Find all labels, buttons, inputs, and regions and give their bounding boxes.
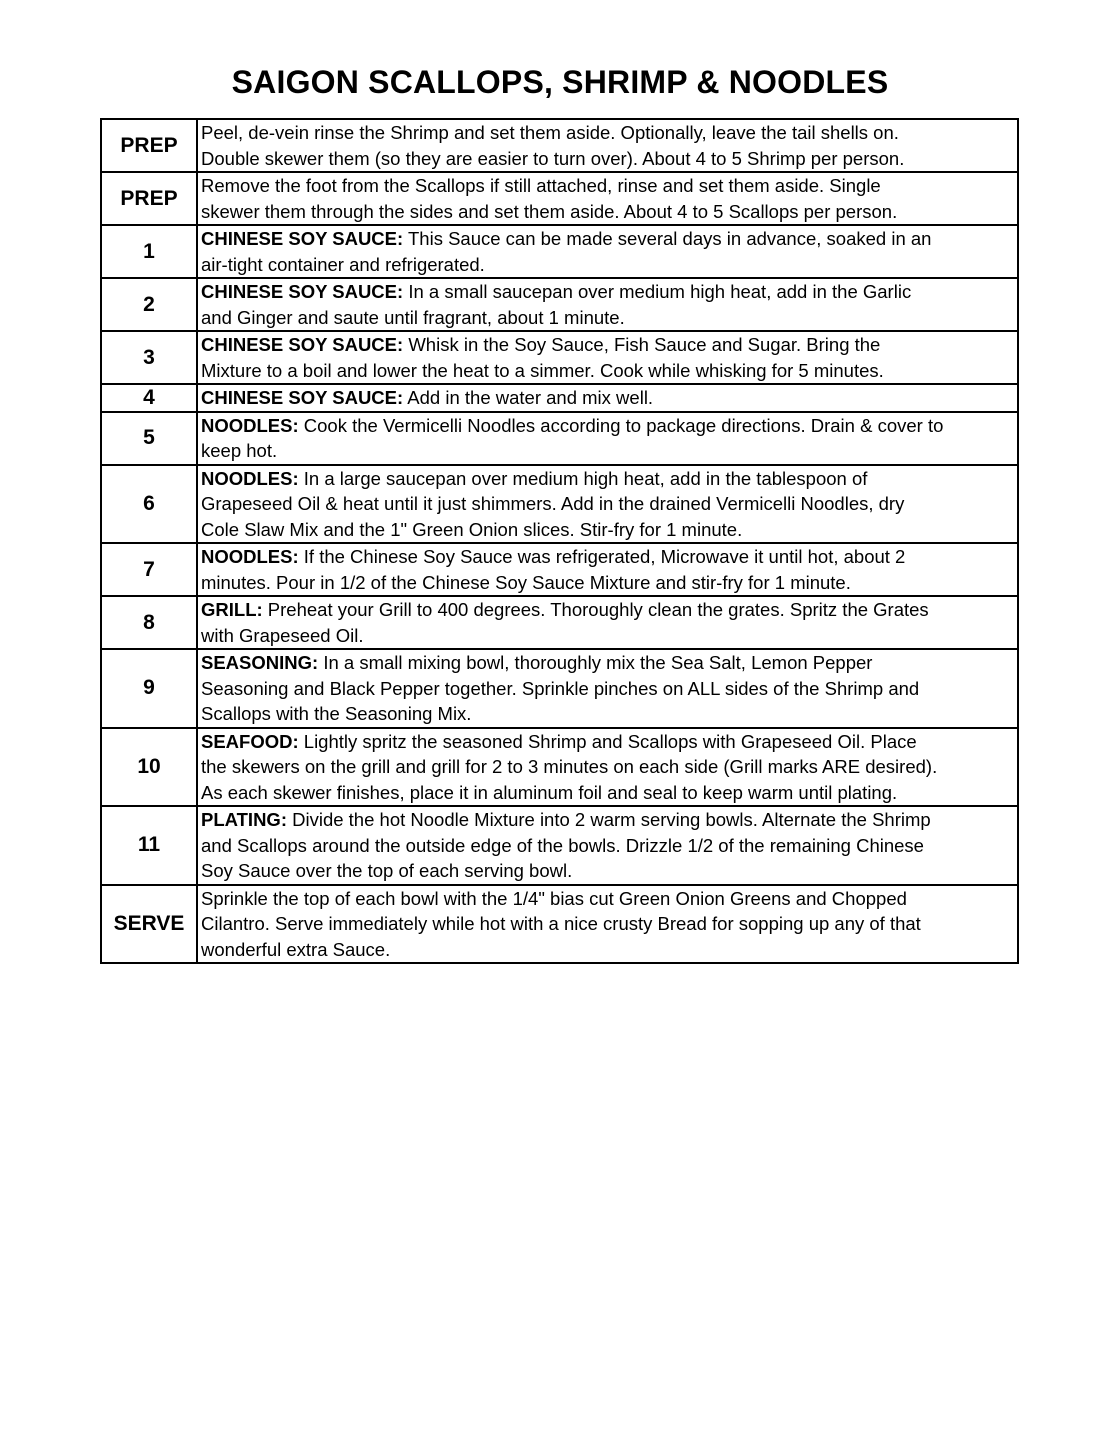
instruction-line	[201, 544, 1015, 570]
recipe-steps-body	[101, 119, 1018, 963]
step-heading: SEAFOOD:	[201, 730, 299, 752]
step-label: 4	[101, 384, 197, 412]
instruction-line: As each skewer finishes, place it in aluminum foil and seal to keep warm until plating.	[201, 781, 898, 803]
step-instructions	[197, 331, 1018, 384]
step-label: 10	[101, 728, 197, 807]
instruction-line	[201, 807, 1015, 833]
step-heading: CHINESE SOY SAUCE:	[201, 334, 404, 355]
instruction-text: In a small saucepan over medium high heat, add in the Garlic	[403, 281, 912, 302]
instruction-line: and Ginger and saute until fragrant, about 1 minute.	[201, 306, 625, 328]
instruction-line: the skewers on the grill and grill for 2 to 3 minutes on each side (Grill marks ARE desired).	[201, 756, 938, 777]
instruction-line: Grapeseed Oil & heat until it just shimmers. Add in the drained Vermicelli Noodles, dry	[201, 493, 905, 514]
step-row	[101, 596, 1018, 649]
instruction-line: keep hot.	[201, 440, 278, 461]
instruction-text: If the Chinese Soy Sauce was refrigerated, Microwave it until hot, about 2	[298, 546, 906, 567]
step-label: 6	[101, 465, 197, 544]
step-row	[101, 119, 1018, 172]
instruction-line	[201, 597, 1015, 623]
step-label: PREP	[101, 119, 197, 172]
instruction-line: Scallops with the Seasoning Mix.	[201, 703, 472, 724]
step-heading: NOODLES:	[201, 467, 299, 489]
recipe-steps-table	[100, 118, 1019, 964]
step-label: PREP	[101, 172, 197, 225]
step-instructions	[197, 885, 1018, 964]
instruction-text: This Sauce can be made several days in advance, soaked in an	[403, 228, 932, 249]
step-row	[101, 172, 1018, 225]
instruction-line: Cole Slaw Mix and the 1" Green Onion slices. Stir-fry for 1 minute.	[201, 518, 743, 540]
step-label: 5	[101, 412, 197, 465]
instruction-line: Mixture to a boil and lower the heat to a simmer. Cook while whisking for 5 minutes.	[201, 359, 884, 381]
instruction-line: Remove the foot from the Scallops if still attached, rinse and set them aside. Single	[201, 175, 881, 196]
step-label: 8	[101, 596, 197, 649]
step-row	[101, 806, 1018, 885]
step-instructions	[197, 172, 1018, 225]
step-instructions	[197, 543, 1018, 596]
step-row	[101, 728, 1018, 807]
step-instructions	[197, 278, 1018, 331]
instruction-line	[201, 385, 1015, 411]
step-row	[101, 278, 1018, 331]
instruction-text: In a small mixing bowl, thoroughly mix the Sea Salt, Lemon Pepper	[318, 652, 873, 673]
step-instructions	[197, 119, 1018, 172]
step-instructions	[197, 412, 1018, 465]
step-row	[101, 465, 1018, 544]
step-label: 9	[101, 649, 197, 728]
instruction-line: skewer them through the sides and set them aside. About 4 to 5 Scallops per person.	[201, 200, 898, 222]
instruction-line: and Scallops around the outside edge of the bowls. Drizzle 1/2 of the remaining Chinese	[201, 834, 924, 856]
step-label: 2	[101, 278, 197, 331]
step-instructions	[197, 728, 1018, 807]
instruction-line	[201, 279, 1015, 305]
instruction-line: Peel, de-vein rinse the Shrimp and set them aside. Optionally, leave the tail shells on.	[201, 122, 899, 143]
step-instructions	[197, 596, 1018, 649]
instruction-line: minutes. Pour in 1/2 of the Chinese Soy Sauce Mixture and stir-fry for 1 minute.	[201, 571, 851, 593]
instruction-line: air-tight container and refrigerated.	[201, 253, 485, 275]
instruction-text: Cook the Vermicelli Noodles according to package directions. Drain & cover to	[298, 414, 944, 436]
instruction-text: In a large saucepan over medium high heat, add in the tablespoon of	[298, 467, 868, 489]
instruction-line: Soy Sauce over the top of each serving bowl.	[201, 860, 573, 881]
instruction-line	[201, 332, 1015, 358]
step-row	[101, 331, 1018, 384]
step-label: 7	[101, 543, 197, 596]
step-label: 1	[101, 225, 197, 278]
step-heading: CHINESE SOY SAUCE:	[201, 281, 404, 302]
page-title: SAIGON SCALLOPS, SHRIMP & NOODLES	[231, 64, 889, 100]
instruction-line: Double skewer them (so they are easier to turn over). About 4 to 5 Shrimp per person.	[201, 147, 905, 169]
step-row	[101, 649, 1018, 728]
instruction-line: Sprinkle the top of each bowl with the 1/4" bias cut Green Onion Greens and Chopped	[201, 887, 907, 909]
step-heading: CHINESE SOY SAUCE:	[201, 387, 404, 408]
step-heading: SEASONING:	[201, 652, 319, 673]
instruction-line	[201, 729, 1015, 755]
step-instructions	[197, 649, 1018, 728]
instruction-line: wonderful extra Sauce.	[201, 938, 391, 960]
instruction-line	[201, 413, 1015, 439]
step-label: SERVE	[101, 885, 197, 964]
step-heading: NOODLES:	[201, 414, 299, 436]
step-heading: CHINESE SOY SAUCE:	[201, 228, 404, 249]
step-heading: GRILL:	[201, 599, 263, 620]
instruction-line	[201, 466, 1015, 492]
step-instructions	[197, 465, 1018, 544]
step-instructions	[197, 225, 1018, 278]
instruction-line	[201, 650, 1015, 676]
step-heading: NOODLES:	[201, 546, 299, 567]
instruction-line	[201, 226, 1015, 252]
step-row	[101, 885, 1018, 964]
step-instructions	[197, 806, 1018, 885]
step-label: 11	[101, 806, 197, 885]
step-row	[101, 225, 1018, 278]
instruction-text: Divide the hot Noodle Mixture into 2 warm serving bowls. Alternate the Shrimp	[286, 809, 931, 830]
instruction-text: Whisk in the Soy Sauce, Fish Sauce and Sugar. Bring the	[403, 334, 881, 355]
instruction-text: Lightly spritz the seasoned Shrimp and Scallops with Grapeseed Oil. Place	[298, 730, 917, 752]
step-row	[101, 543, 1018, 596]
instruction-line: Cilantro. Serve immediately while hot with a nice crusty Bread for sopping up any of that	[201, 913, 921, 934]
step-row	[101, 384, 1018, 412]
step-row	[101, 412, 1018, 465]
instruction-text: Add in the water and mix well.	[403, 387, 654, 408]
step-heading: PLATING:	[201, 809, 287, 830]
instruction-text: Preheat your Grill to 400 degrees. Thoroughly clean the grates. Spritz the Grates	[262, 599, 929, 620]
step-label: 3	[101, 331, 197, 384]
step-instructions	[197, 384, 1018, 412]
instruction-line: Seasoning and Black Pepper together. Sprinkle pinches on ALL sides of the Shrimp and	[201, 677, 920, 699]
instruction-line: with Grapeseed Oil.	[201, 624, 364, 646]
